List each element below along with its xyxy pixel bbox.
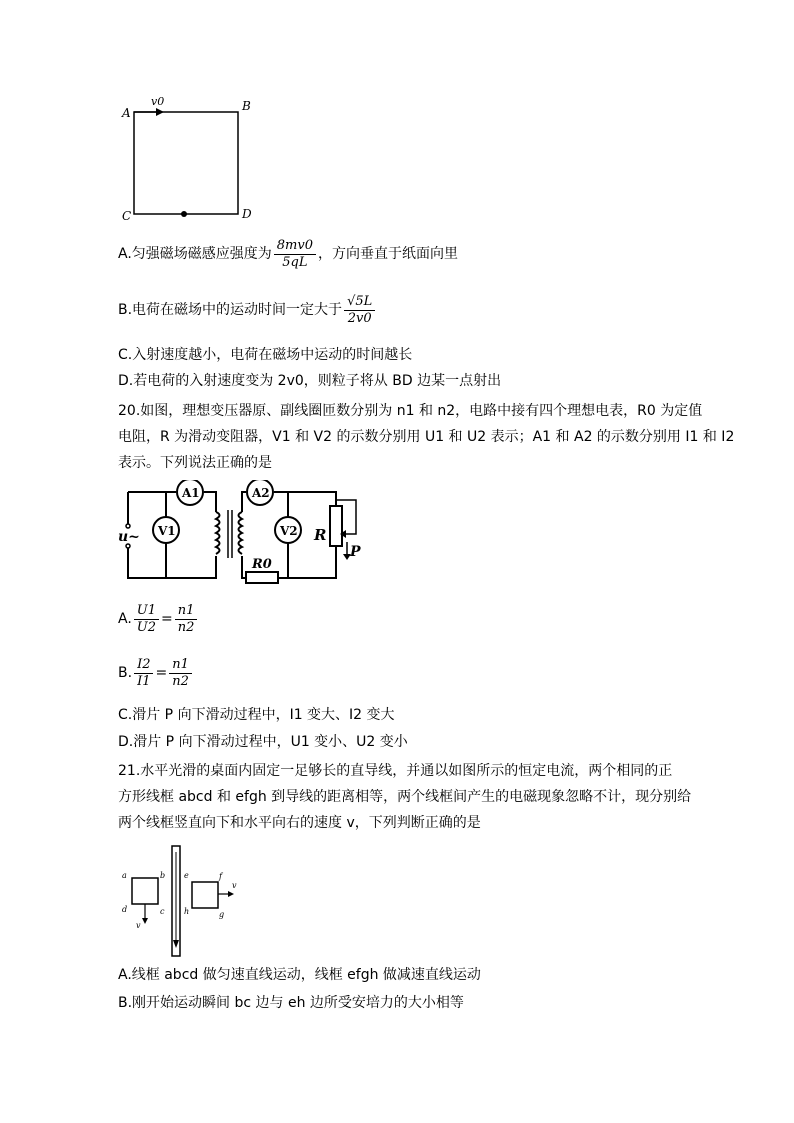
exit-point-dot — [181, 211, 187, 217]
label-f: f — [219, 872, 222, 881]
label-a: A — [122, 106, 131, 120]
label-v2: V2 — [280, 524, 298, 538]
resistor-r0-icon — [246, 572, 278, 583]
loop-abcd — [132, 878, 158, 904]
q20-option-c: C.滑片 P 向下滑动过程中，I1 变大、I2 变大 — [118, 707, 395, 723]
loop-efgh-arrowhead-icon — [228, 891, 234, 897]
q20-option-a: A. $\frac{U1}{U2}$ = $\frac{n1}{n2}$ — [118, 598, 199, 640]
q21-stem-line2: 方形线框 abcd 和 efgh 到导线的距离相等，两个线框间产生的电磁现象忽略不计，现分别给 — [118, 789, 692, 805]
q20-stem-line2: 电阻，R 为滑动变阻器，V1 和 V2 的示数分别用 U1 和 U2 表示；A1 和 A2 的示数分别用 I1 和 I2 — [118, 429, 735, 445]
label-c: C — [122, 209, 132, 223]
label-v1: V1 — [158, 524, 176, 538]
label-v-down: v — [136, 921, 141, 930]
source-terminal-top-icon — [126, 524, 130, 528]
label-r0: R0 — [252, 557, 272, 572]
label-a: a — [122, 871, 127, 880]
primary-coil-icon — [216, 512, 220, 554]
loop-abcd-arrowhead-icon — [142, 918, 148, 924]
label-e: e — [184, 871, 189, 880]
secondary-coil-icon — [239, 512, 243, 554]
fraction: $\frac{n1}{n2}$ — [175, 603, 198, 636]
q21-stem-line1: 21.水平光滑的桌面内固定一足够长的直导线，并通以如图所示的恒定电流，两个相同的正 — [118, 763, 673, 779]
label-v-right: v — [232, 881, 237, 890]
label-u: u~ — [118, 529, 140, 545]
v0-arrowhead-icon — [156, 108, 164, 116]
label-v0: v0 — [151, 95, 165, 108]
fraction: $\frac{I2}{I1}$ — [134, 657, 153, 690]
label-a1: A1 — [182, 486, 200, 500]
label-b: B — [242, 99, 251, 113]
q21-option-a: A.线框 abcd 做匀速直线运动，线框 efgh 做减速直线运动 — [118, 967, 481, 983]
label-r: R — [314, 526, 327, 544]
label-a2: A2 — [252, 486, 270, 500]
fraction: $\frac{U1}{U2}$ — [134, 603, 159, 636]
q21-option-b: B.刚开始运动瞬间 bc 边与 eh 边所受安培力的大小相等 — [118, 995, 464, 1011]
loop-efgh — [192, 882, 218, 908]
field-boundary — [134, 112, 238, 214]
transformer-core — [228, 510, 232, 558]
fraction: $\frac{√5L}{2v0}$ — [344, 294, 375, 327]
q20-option-b: B. $\frac{I2}{I1}$ = $\frac{n1}{n2}$ — [118, 652, 194, 694]
rheostat-r-icon — [330, 506, 342, 546]
q20-stem-line1: 20.如图，理想变压器原、副线圈匝数分别为 n1 和 n2，电路中接有四个理想电表，R0 为定值 — [118, 403, 703, 419]
label-d: d — [122, 905, 128, 914]
magnetic-field-square-figure — [118, 92, 268, 227]
label-b: b — [160, 871, 166, 880]
q19-option-c: C.入射速度越小，电荷在磁场中运动的时间越长 — [118, 347, 413, 363]
q20-option-d: D.滑片 P 向下滑动过程中，U1 变小、U2 变小 — [118, 734, 408, 750]
label-c: c — [160, 907, 165, 916]
label-g: g — [219, 910, 225, 919]
fraction: $\frac{n1}{n2}$ — [169, 657, 192, 690]
transformer-circuit-diagram — [118, 480, 368, 584]
q19-option-a: A.匀强磁场磁感应强度为 $\frac{8mv0}{5qL}$ ，方向垂直于纸面向里 — [118, 237, 458, 270]
label-d: D — [242, 207, 252, 221]
label-h: h — [184, 907, 190, 916]
q19-option-d: D.若电荷的入射速度变为 2v0，则粒子将从 BD 边某一点射出 — [118, 373, 502, 389]
q19-option-b: B.电荷在磁场中的运动时间一定大于 $\frac{√5L}{2v0}$ — [118, 288, 377, 332]
label-p: P — [350, 544, 361, 560]
q21-stem-line3: 两个线框竖直向下和水平向右的速度 v，下列判断正确的是 — [118, 815, 481, 831]
wire-and-loops-figure — [118, 842, 248, 960]
fraction: $\frac{8mv0}{5qL}$ — [274, 238, 316, 271]
q20-stem-line3: 表示。下列说法正确的是 — [118, 455, 272, 471]
